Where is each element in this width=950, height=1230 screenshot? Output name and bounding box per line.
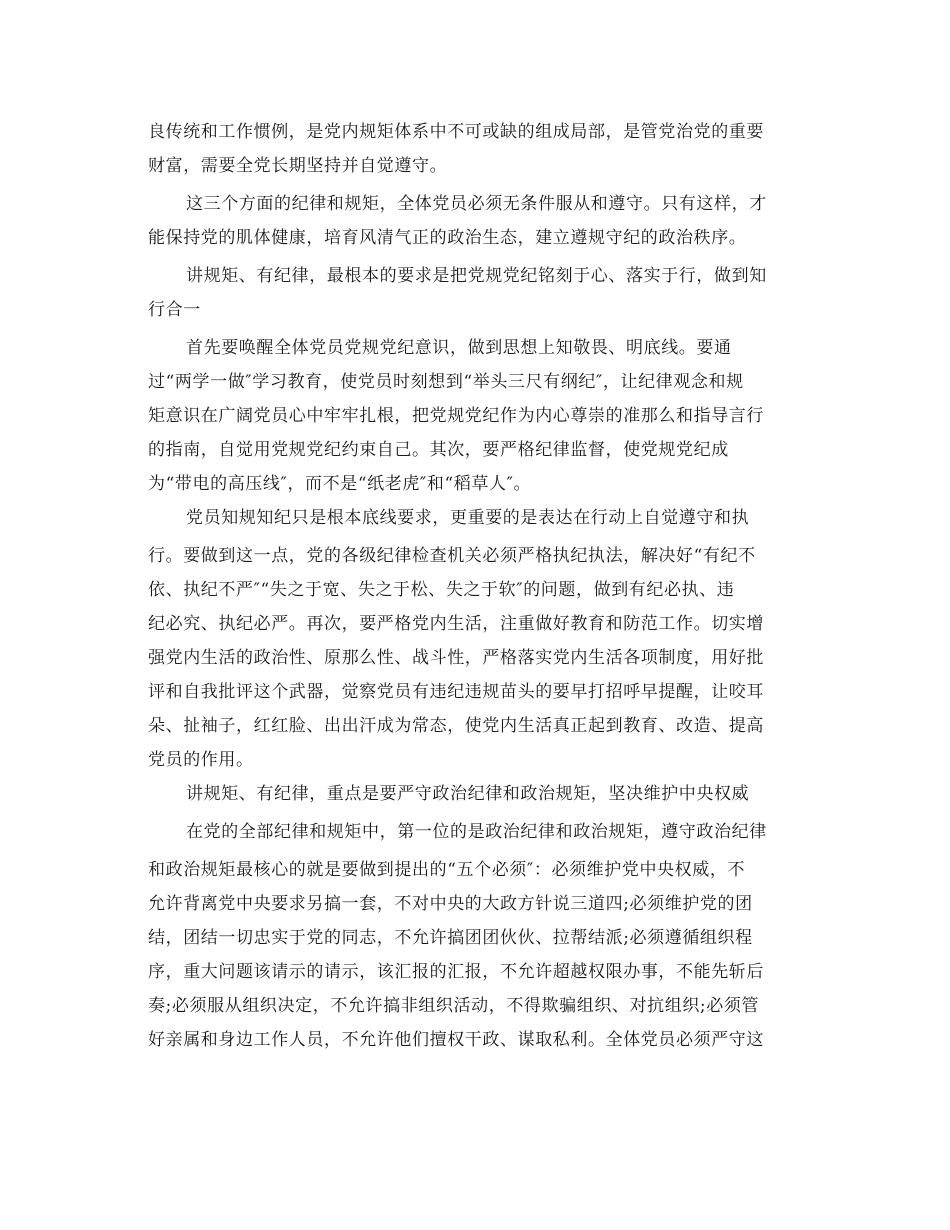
text-line: 行。要做到这一点，党的各级纪律检查机关必须严格执纪执法，解决好“有纪不 [148, 546, 756, 566]
text-line: 奏;必须服从组织决定，不允许搞非组织活动，不得欺骗组织、对抗组织;必须管 [148, 996, 760, 1016]
text-line: 和政治规矩最核心的就是要做到提出的“五个必须″：必须维护党中央权威，不 [148, 860, 746, 880]
text-line: 财富，需要全党长期坚持并自觉遵守。 [148, 156, 448, 176]
text-line: 的指南，自觉用党规党纪约束自己。其次，要严格纪律监督，使党规党纪成 [148, 440, 729, 460]
section-heading-line: 讲规矩、有纪律，重点是要严守政治纪律和政治规矩，坚决维护中央权威 [186, 784, 750, 804]
paragraph-start-line: 这三个方面的纪律和规矩，全体党员必须无条件服从和遵守。只有这样，才 [186, 194, 767, 214]
text-line: 良传统和工作惯例，是党内规矩体系中不可或缺的组成局部，是管党治党的重要 [148, 122, 764, 142]
text-line: 朵、扯袖子，红红脸、出出汗成为常态，使党内生活真正起到教育、改造、提高 [148, 716, 764, 736]
text-line: 评和自我批评这个武器，觉察党员有违纪违规苗头的要早打招呼早提醒，让咬耳 [148, 682, 764, 702]
text-line: 党员的作用。 [148, 750, 254, 770]
text-line: 纪必究、执纪必严。再次，要严格党内生活，注重做好教育和防范工作。切实增 [148, 614, 764, 634]
paragraph-start-line: 党员知规知纪只是根本底线要求，更重要的是表达在行动上自觉遵守和执 [186, 508, 750, 528]
text-line: 好亲属和身边工作人员，不允许他们擅权干政、谋取私利。全体党员必须严守这 [148, 1030, 764, 1050]
text-line: 能保持党的肌体健康，培育风清气正的政治生态，建立遵规守纪的政治秩序。 [148, 228, 747, 248]
text-line: 矩意识在广阔党员心中牢牢扎根，把党规党纪作为内心尊崇的准那么和指导言行 [148, 406, 764, 426]
text-line: 序，重大问题该请示的请示，该汇报的汇报，不允许超越权限办事，不能先斩后 [148, 962, 764, 982]
text-line: 强党内生活的政治性、原那么性、战斗性，严格落实党内生活各项制度，用好批 [148, 648, 764, 668]
paragraph-start-line: 在党的全部纪律和规矩中，第一位的是政治纪律和政治规矩，遵守政治纪律 [186, 822, 767, 842]
paragraph-start-line: 首先要唤醒全体党员党规党纪意识，做到思想上知敬畏、明底线。要通 [186, 338, 732, 358]
section-heading-line: 行合一 [148, 300, 201, 320]
text-line: 结，团结一切忠实于党的同志，不允许搞团团伙伙、拉帮结派;必须遵循组织程 [148, 928, 753, 948]
text-line: 过“两学一做″学习教育，使党员时刻想到“举头三尺有纲纪″，让纪律观念和规 [148, 372, 744, 392]
text-line: 为“带电的高压线″，而不是“纸老虎″和“稻草人″。 [148, 474, 532, 494]
text-line: 依、执纪不严″“失之于宽、失之于松、失之于软″的问题，做到有纪必执、违 [148, 580, 735, 600]
section-heading-line: 讲规矩、有纪律，最根本的要求是把党规党纪铭刻于心、落实于行，做到知 [186, 266, 767, 286]
text-line: 允许背离党中央要求另搞一套，不对中央的大政方针说三道四;必须维护党的团 [148, 894, 753, 914]
